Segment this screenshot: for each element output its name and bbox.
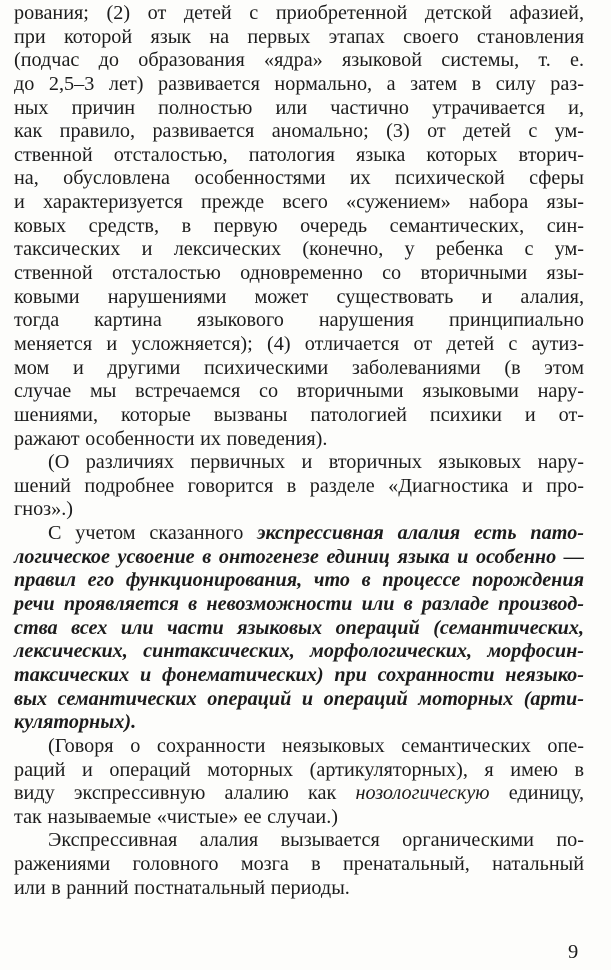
text-line: виду экспрессивную алалию как нозологическую единицу, [14, 782, 584, 805]
page-number: 9 [568, 941, 579, 963]
text-line: на, обусловлена особенностями их психической сферы [14, 167, 584, 190]
text-line: ственной отсталостью одновременно со вторичными язы- [14, 262, 584, 285]
text-line: ковых средств, в первую очередь семантических, син- [14, 214, 584, 237]
text-line: ных причин полностью или частично утрачивается и, [14, 96, 584, 119]
text-line [14, 664, 584, 688]
text-line [14, 711, 584, 735]
text-line: (Говоря о сохранности неязыковых семантических опе- [48, 734, 584, 757]
emphasis-bold-italic: речи проявляется в невозможности или в разладе производ- [14, 593, 584, 616]
emphasis-bold-italic: таксических и фонематических) при сохранности неязыко- [14, 663, 584, 686]
emphasis-bold-italic: правил его функционирования, что в процессе порождения [14, 569, 584, 592]
text-line: С учетом сказанного экспрессивная алалия есть пато- [48, 522, 585, 545]
text-line: тогда картина языкового нарушения принципиально [14, 309, 584, 332]
text-line: так называемые «чистые» ее случаи.) [14, 805, 338, 828]
emphasis-bold-italic: вых семантических операций и операций моторных (арти- [14, 687, 584, 710]
text-line [14, 688, 584, 712]
text-line: шениями, которые вызваны патологией психики и от- [14, 403, 584, 426]
text-line [14, 617, 584, 641]
text-line: гноз».) [14, 498, 74, 521]
text-line: ражениями головного мозга в пренатальный, натальный [14, 853, 584, 876]
text-line: как правило, развивается аномально; (3) от детей с ум- [14, 120, 584, 143]
text-line: (О различиях первичных и вторичных языковых нару- [48, 451, 584, 474]
paragraph-1 [14, 2, 584, 451]
text-line: до 2,5–3 лет) развивается нормально, а затем в силу раз- [14, 72, 584, 95]
text-line: меняется и усложняется); (4) отличается от детей с аутиз- [14, 332, 584, 355]
text-line: шений подробнее говорится в разделе «Диагностика и про- [14, 474, 584, 497]
paragraph-4 [14, 735, 584, 830]
text-line: таксических и лексических (конечно, у ребенка с ум- [14, 238, 584, 261]
text-line: ковыми нарушениями может существовать и алалия, [14, 285, 584, 308]
text-line [14, 593, 584, 617]
text-line: случае мы встречаемся со вторичными языковыми нару- [14, 380, 584, 403]
text-line [14, 546, 584, 570]
text-line: ражают особенности их поведения). [14, 427, 328, 450]
emphasis-bold-italic: экспрессивная алалия есть пато- [257, 522, 585, 545]
emphasis-italic: нозологическую [355, 782, 490, 805]
text-line [14, 640, 584, 664]
emphasis-bold-italic: куляторных). [14, 711, 137, 734]
emphasis-bold-italic: лексических, синтаксических, морфологических, морфосин- [14, 640, 584, 663]
text-line: Экспрессивная алалия вызывается органическими по- [48, 829, 584, 852]
emphasis-bold-italic: ства всех или части языковых операций (семантических, [14, 616, 584, 639]
text-line: (подчас до образования «ядра» языковой системы, т. е. [14, 49, 584, 72]
paragraph-5 [14, 829, 584, 900]
text-line: или в ранний постнатальный периоды. [14, 876, 350, 899]
text-line: рования; (2) от детей с приобретенной детской афазией, [14, 2, 584, 24]
text-line: и характеризуется прежде всего «сужением» набора язы- [14, 191, 584, 214]
emphasis-bold-italic: логическое усвоение в онтогенезе единиц языка и особенно — [14, 545, 584, 568]
text-line: ственной отсталостью, патология языка которых вторич- [14, 143, 584, 166]
book-page [14, 2, 584, 900]
paragraph-3-definition [14, 522, 584, 735]
text-line [14, 569, 584, 593]
paragraph-2 [14, 451, 584, 522]
text-line: при которой язык на первых этапах своего становления [14, 25, 584, 48]
text-line: раций и операций моторных (артикуляторных), я имею в [14, 758, 584, 781]
text-line: мом и другими психическими заболеваниями (в этом [14, 356, 584, 379]
